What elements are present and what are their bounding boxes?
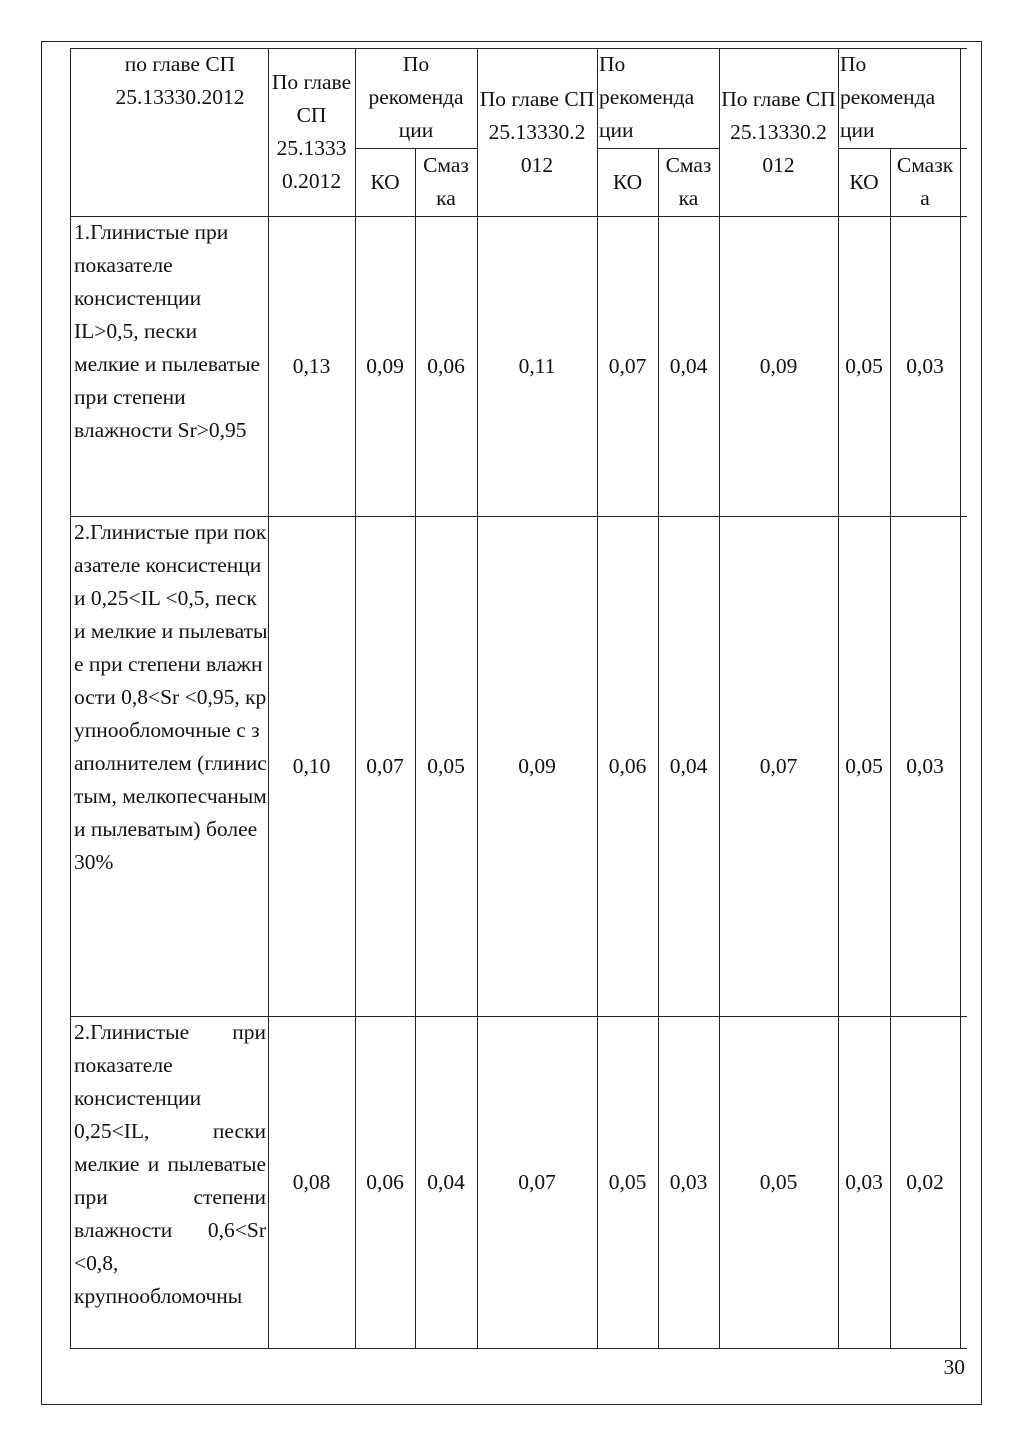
header-g3-sp: По главе СП 25.13330.2 012	[721, 86, 836, 177]
row3-g1-ko: 0,06	[366, 1169, 404, 1194]
header-g2-recommendation: По рекоменда ции	[599, 52, 695, 142]
header-g1-recommendation: По рекоменда ции	[368, 52, 464, 142]
row2-g2-sp: 0,09	[518, 753, 556, 778]
row3-g3-smazka: 0,02	[906, 1169, 944, 1194]
page-number: 30	[943, 1355, 965, 1379]
header-g1-ko: КО	[370, 169, 400, 194]
header-g3-smazka: Смазк а	[896, 153, 954, 210]
header-g3-recommendation: По рекоменда ции	[840, 52, 936, 142]
row3-g2-ko: 0,05	[608, 1169, 647, 1194]
row1-g1-sp: 0,13	[292, 353, 331, 378]
row2-g3-ko: 0,05	[845, 753, 883, 778]
row2-g2-smazka: 0,04	[669, 753, 708, 778]
row1-g1-ko: 0,09	[366, 353, 404, 378]
row1-g3-smazka: 0,03	[906, 353, 944, 378]
row3-g2-smazka: 0,03	[669, 1169, 708, 1194]
row2-g1-smazka: 0,05	[427, 753, 465, 778]
row1-g3-ko: 0,05	[845, 353, 883, 378]
row3-g1-sp: 0,08	[292, 1169, 331, 1194]
row1-g2-smazka: 0,04	[669, 353, 708, 378]
header-first-column: по главе СП 25.13330.2012	[115, 52, 245, 109]
row1-soil-label: 1.Глинистые при показателе консистенции IL>0,5, пески мелкие и пылеватые при степени влажности Sr>0,95	[74, 220, 261, 442]
row3-g2-sp: 0,07	[518, 1169, 556, 1194]
header-g3-ko: КО	[849, 169, 879, 194]
header-g2-sp: По главе СП 25.13330.2 012	[479, 86, 595, 177]
row3-g1-smazka: 0,04	[427, 1169, 465, 1194]
header-g2-ko: КО	[612, 169, 643, 194]
row1-g2-sp: 0,11	[518, 353, 556, 378]
header-g2-smazka: Смаз ка	[665, 153, 712, 210]
row2-g3-sp: 0,07	[759, 753, 798, 778]
row3-g3-ko: 0,03	[845, 1169, 883, 1194]
header-g1-sp: По главе СП 25.1333 0.2012	[271, 70, 352, 193]
header-g1-smazka: Смаз ка	[423, 153, 469, 210]
row2-soil-label: 2.Глинистые при показателе консистенции 0,25<IL <0,5, пески мелкие и пылеватые при степени влажности 0,8<Sr <0,95, крупнообломочные с заполнителем (глинистым, мелкопесчаным и пылеватым) более 30%	[74, 520, 268, 874]
row2-g3-smazka: 0,03	[906, 753, 944, 778]
row3-g3-sp: 0,05	[759, 1169, 798, 1194]
row2-g2-ko: 0,06	[608, 753, 647, 778]
row1-g3-sp: 0,09	[759, 353, 798, 378]
row2-g1-ko: 0,07	[366, 753, 404, 778]
row1-g2-ko: 0,07	[608, 353, 647, 378]
row1-g1-smazka: 0,06	[427, 353, 465, 378]
row3-soil-label: 2.Глинистые при показателе консистенции 0,25<IL, пески мелкие и пылеватые при степени влажности 0,6<Sr <0,8, крупнообломочны	[74, 1020, 266, 1308]
row2-g1-sp: 0,10	[292, 753, 331, 778]
